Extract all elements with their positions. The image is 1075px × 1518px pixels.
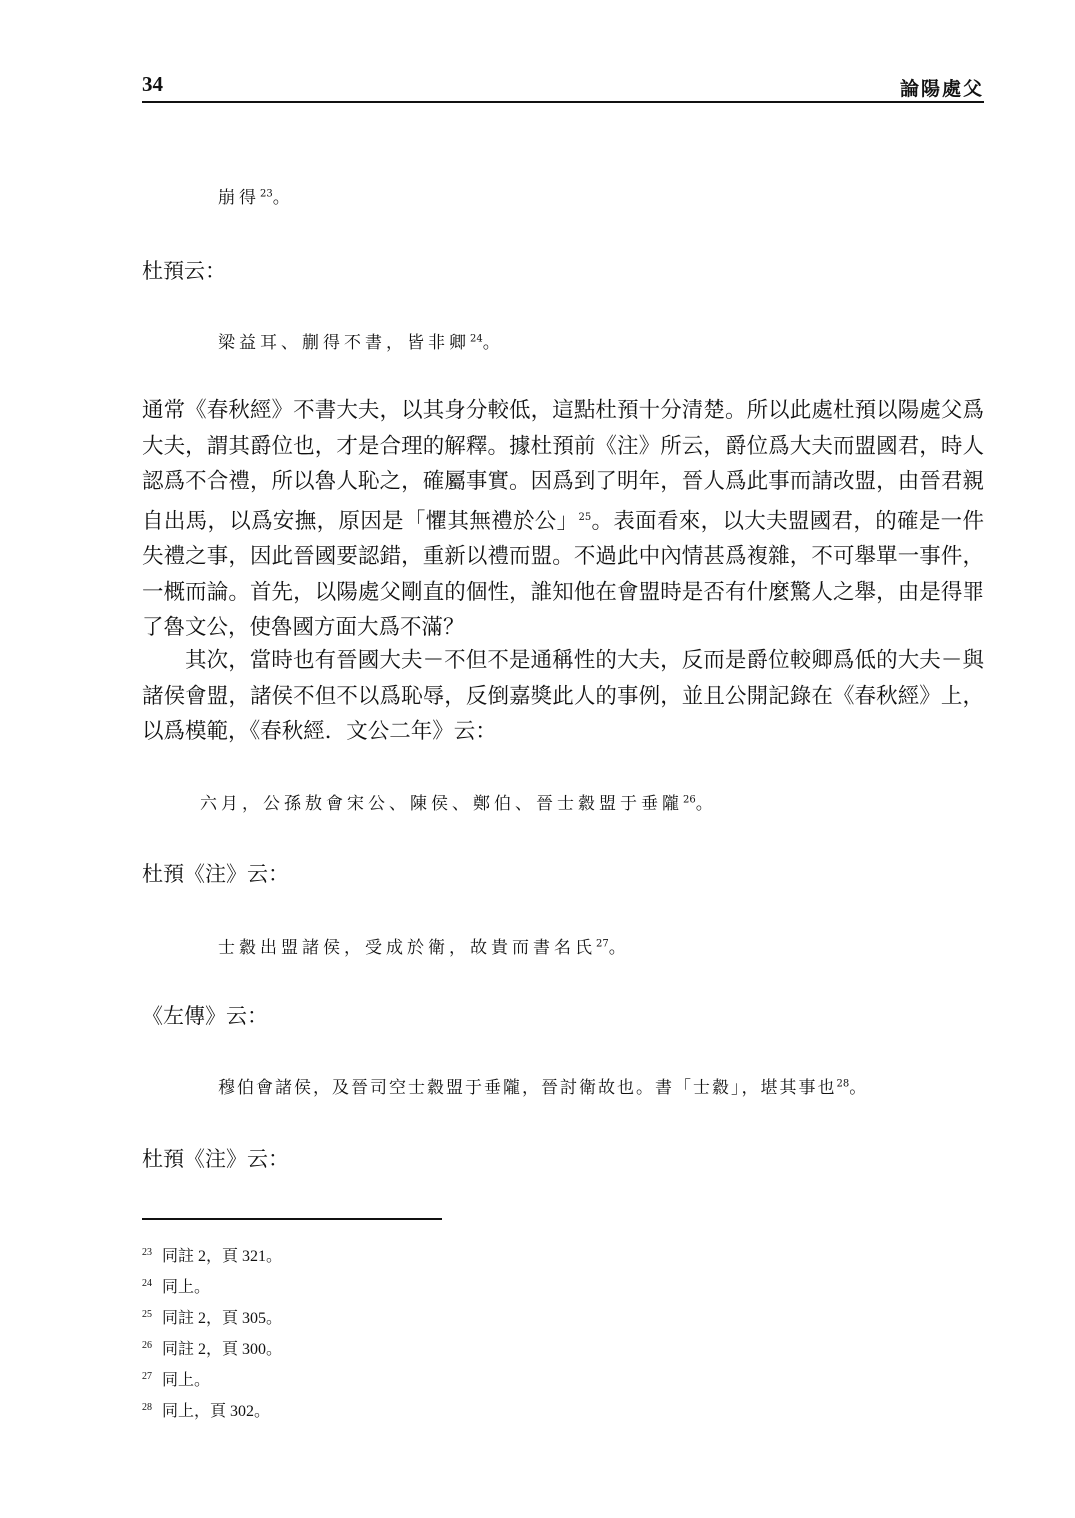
footnote-ref: 28 (836, 1078, 850, 1090)
footnote (142, 1305, 282, 1328)
block-quote: 崩得$^{23}$。 (218, 188, 294, 208)
footnote-number: 25 (142, 1308, 152, 1320)
footnote (142, 1367, 210, 1390)
footnote-ref: 24 (470, 333, 483, 345)
lead-in-line: 杜預《注》云： (142, 1147, 289, 1171)
footnote (142, 1336, 282, 1359)
lead-in-line: 《左傳》云： (142, 1004, 268, 1028)
footnote-ref: 27 (596, 938, 609, 950)
footnote-ref: 23 (260, 188, 273, 200)
footnote-text: 同註 2，頁 300。 (162, 1341, 283, 1358)
footnote-text: 同上。 (162, 1372, 211, 1389)
block-quote: 士縠出盟諸侯，受成於衛，故貴而書名氏$^{27}$。 (218, 938, 630, 958)
footnote-number: 24 (142, 1277, 152, 1289)
page-header (142, 72, 984, 102)
footnote-text: 同上，頁 302。 (162, 1403, 271, 1420)
body-paragraph: 其次，當時也有晉國大夫－不但不是通稱性的大夫，反而是爵位較卿爲低的大夫－與諸侯會盟，諸侯不但不以爲恥辱，反倒嘉獎此人的事例，並且公開記錄在《春秋經》上，以爲模範，《春秋經．文公二年》云： (142, 648, 984, 744)
footnote-number: 26 (142, 1339, 152, 1351)
lead-in-line: 杜預云： (142, 259, 226, 283)
running-title: 論陽處父 (899, 78, 984, 100)
block-quote: 穆伯會諸侯，及晉司空士縠盟于垂隴，晉討衛故也。書「士縠」，堪其事也$^{28}$。 (218, 1078, 869, 1098)
footnote (142, 1243, 282, 1266)
footnote (142, 1398, 270, 1421)
footnote-text: 同註 2，頁 321。 (162, 1248, 283, 1265)
footnote-number: 23 (142, 1246, 152, 1258)
page-number: 34 (142, 72, 163, 96)
lead-in-line: 杜預《注》云： (142, 862, 289, 886)
header-rule (142, 101, 984, 103)
body-paragraph: 通常《春秋經》不書大夫，以其身分較低，這點杜預十分清楚。所以此處杜預以陽處父爲大夫，謂其爵位也，才是合理的解釋。據杜預前《注》所云，爵位爲大夫而盟國君，時人認爲不合禮，所以魯人恥之，確屬事實。因爲到了明年，晉人爲此事而請改盟，由晉君親自出馬，以爲安撫，原因是「懼其無禮於公」$^{25}$。表面看來，以大夫盟國君，的確是一件失禮之事，因此晉國要認錯，重新以禮而盟。不過此中內情甚爲複雜，不可舉單一事件，一概而論。首先，以陽處父剛直的個性，誰知他在會盟時是否有什麼驚人之舉，由是得罪了魯文公，使魯國方面大爲不滿？ (142, 398, 984, 641)
footnote-rule (142, 1218, 442, 1220)
block-quote: 梁益耳、蒯得不書，皆非卿$^{24}$。 (218, 333, 504, 353)
footnote (142, 1274, 210, 1297)
footnote-number: 27 (142, 1370, 152, 1382)
footnote-number: 28 (142, 1401, 152, 1413)
footnote-ref: 26 (683, 794, 696, 806)
block-quote: 六月，公孫敖會宋公、陳侯、鄭伯、晉士縠盟于垂隴$^{26}$。 (200, 794, 717, 814)
footnote-text: 同註 2，頁 305。 (162, 1310, 283, 1327)
footnote-ref: 25 (578, 511, 592, 523)
footnote-text: 同上。 (162, 1279, 211, 1296)
